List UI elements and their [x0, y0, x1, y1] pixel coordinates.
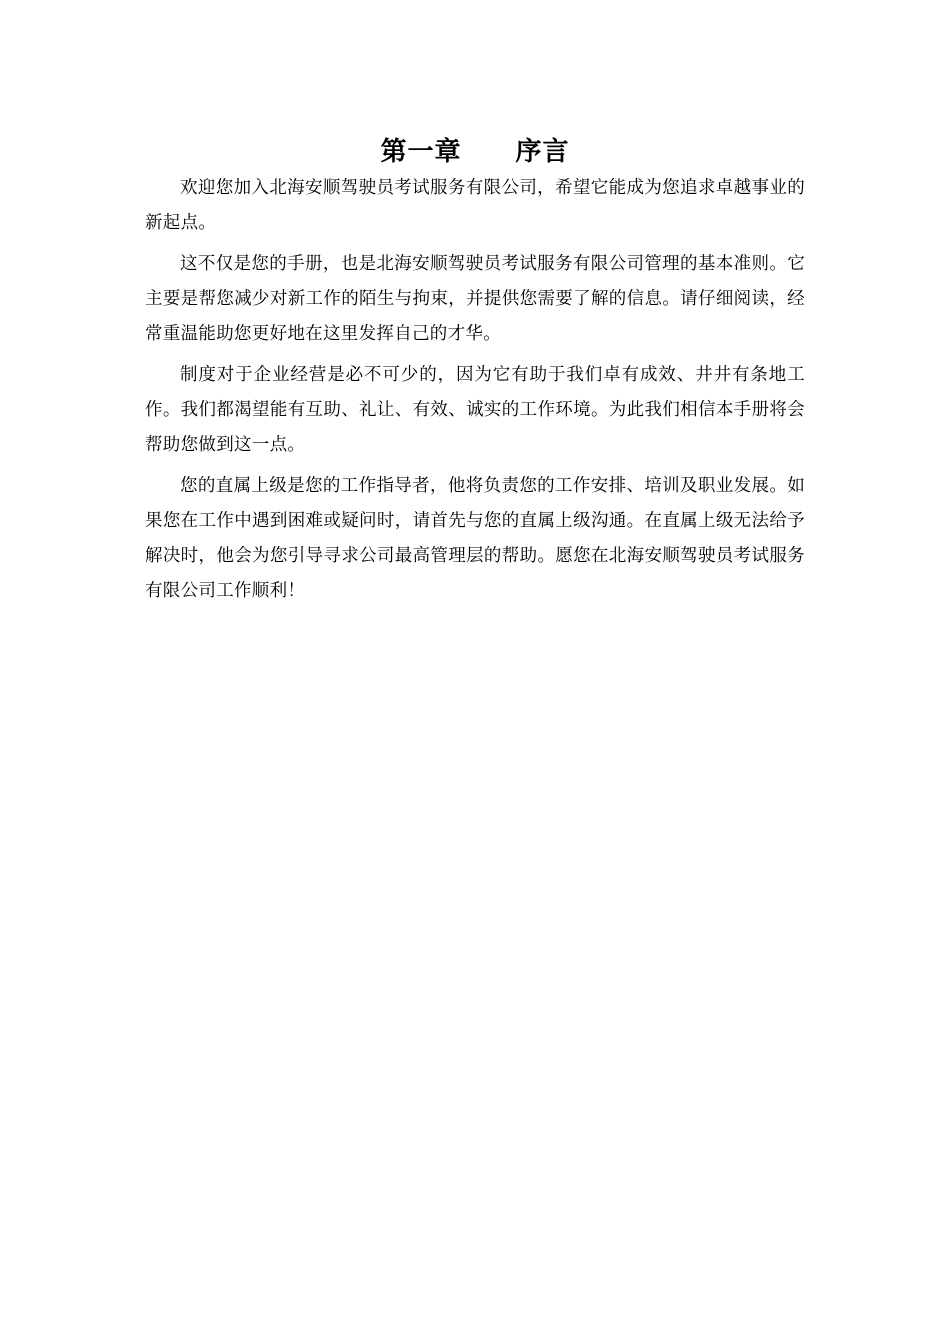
document-body: [145, 133, 805, 615]
paragraph-handbook-purpose: 这不仅是您的手册，也是北海安顺驾驶员考试服务有限公司管理的基本准则。它主要是帮您减少对新工作的陌生与拘束，并提供您需要了解的信息。请仔细阅读，经常重温能助您更好地在这里发挥自己的才华。: [145, 254, 805, 344]
paragraph-welcome: 欢迎您加入北海安顺驾驶员考试服务有限公司，希望它能成为您追求卓越事业的新起点。: [145, 178, 805, 233]
paragraph-supervisor: 您的直属上级是您的工作指导者，他将负责您的工作安排、培训及职业发展。如果您在工作中遇到困难或疑问时，请首先与您的直属上级沟通。在直属上级无法给予解决时，他会为您引导寻求公司最高管理层的帮助。愿您在北海安顺驾驶员考试服务有限公司工作顺利！: [145, 476, 805, 601]
chapter-title: 第一章 序言: [380, 137, 570, 167]
paragraph-rules: 制度对于企业经营是必不可少的，因为它有助于我们卓有成效、井井有条地工作。我们都渴望能有互助、礼让、有效、诚实的工作环境。为此我们相信本手册将会帮助您做到这一点。: [145, 365, 805, 455]
